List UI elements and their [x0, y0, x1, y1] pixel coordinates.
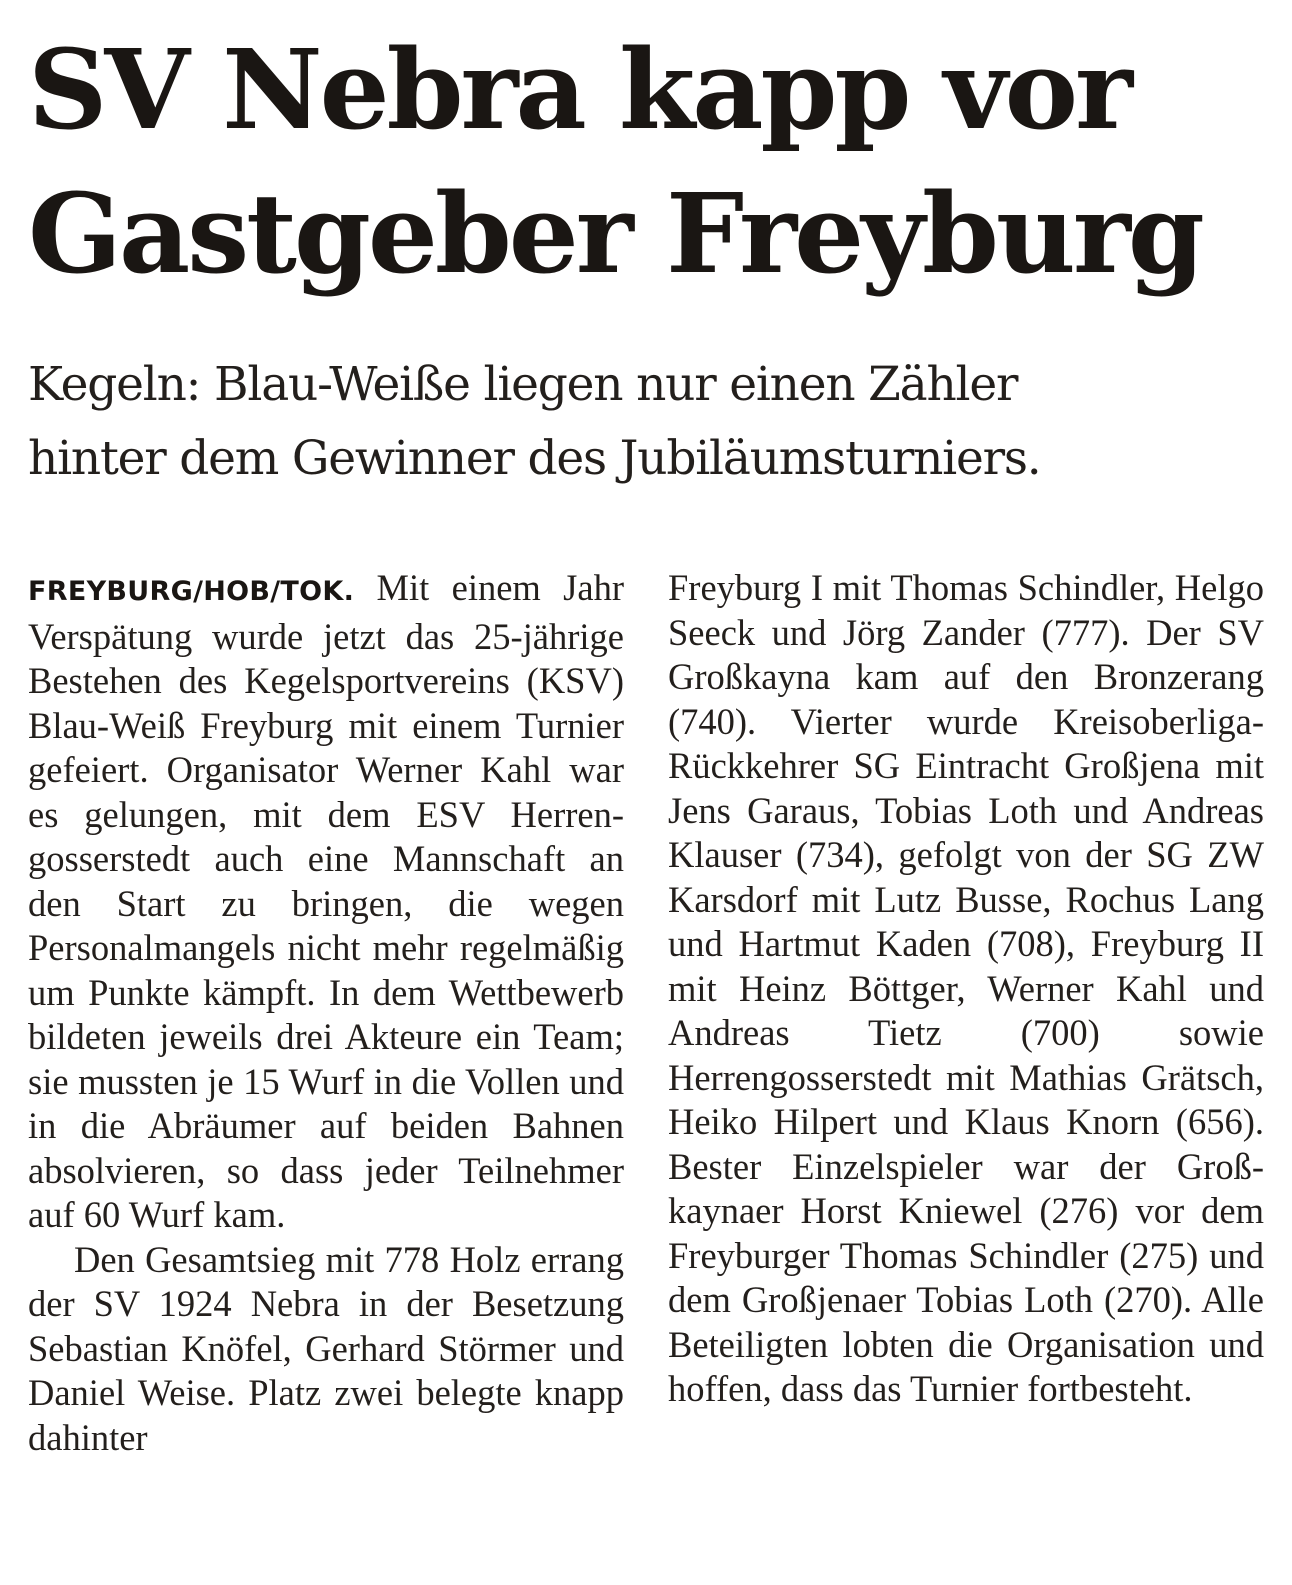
body-paragraph-2-start: Den Gesamtsieg mit 778 Holz errang der SV 1924 Nebra in der Besetzung Sebastian Knöfel, Gerhard Störmer und Daniel Weise. Platz zwei belegte knapp dahinter [28, 1238, 624, 1458]
headline-line-2: Gastgeber Freyburg [28, 169, 1202, 298]
subheadline-line-2: hinter dem Gewinner des Jubiläumsturniers. [28, 431, 1041, 486]
body-paragraph-1 [28, 566, 624, 1238]
body-paragraph-1-text: Mit einem Jahr Verspätung wurde jetzt das 25-jährige Bestehen des Kegelsportvereins (KSV) Blau-Weiß Freyburg mit einem Turnier gefeiert. Organisator Werner Kahl war es gelungen, mit dem ESV Herrengosserstedt auch eine Mannschaft an den Start zu bringen, die wegen Personalmangels nicht mehr regelmäßig um Punkte kämpft. In dem Wettbewerb bildeten jeweils drei Akteure ein Team; sie mussten je 15 Wurf in die Vollen und in die Abräumer auf beiden Bahnen absolvieren, so dass jeder Teilnehmer auf 60 Wurf kam. [28, 567, 624, 1235]
body-column-left [28, 566, 624, 1460]
body-paragraph-2-continued: Freyburg I mit Thomas Schindler, Helgo Seeck und Jörg Zander (777). Der SV Großkayna kam auf den Bronzerang (740). Vierter wurde Kreisoberliga-Rückkehrer SG Eintracht Großjena mit Jens Garaus, Tobias Loth und Andreas Klauser (734), gefolgt von der SG ZW Karsdorf mit Lutz Busse, Rochus Lang und Hartmut Kaden (708), Freyburg II mit Heinz Böttger, Werner Kahl und Andreas Tietz (700) sowie Herrengosserstedt mit Mathias Grätsch, Heiko Hilpert und Klaus Knorn (656). Bester Einzelspieler war der Großkaynaer Horst Kniewel (276) vor dem Freyburger Thomas Schindler (275) und dem Großjenaer Tobias Loth (270). Alle Beteiligten lobten die Organisation und hoffen, dass das Turnier fortbesteht. [668, 567, 1264, 1409]
body-column-right [668, 566, 1264, 1412]
subheadline [28, 348, 1278, 496]
dateline: FREYBURG/HOB/TOK. [28, 576, 355, 607]
subheadline-line-1: Kegeln: Blau-Weiße liegen nur einen Zähler [28, 357, 1018, 412]
headline-line-1: SV Nebra kapp vor [28, 25, 1130, 154]
headline [28, 18, 1278, 306]
